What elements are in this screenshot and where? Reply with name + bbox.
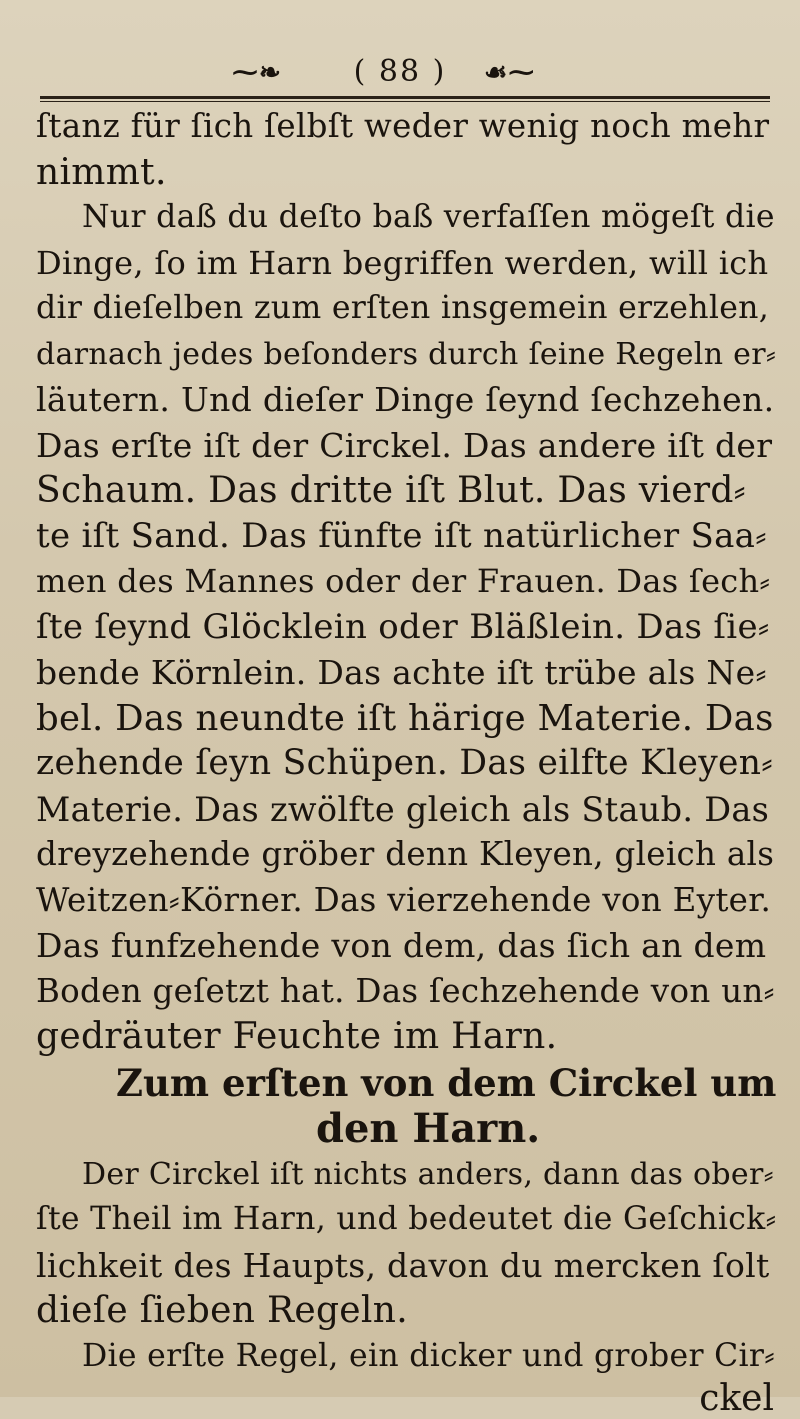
text-line: Schaum. Das dritte iſt Blut. Das vierd⸗ — [36, 470, 746, 511]
text-block — [36, 104, 776, 1419]
text-line: zehende ſeyn Schüpen. Das eilfte Kleyen⸗ — [36, 743, 774, 783]
text-line: gedräuter Feuchte im Harn. — [36, 1016, 558, 1057]
text-line: bel. Das neundte iſt härige Materie. Das — [36, 697, 774, 739]
text-line: dieſe ſieben Regeln. — [36, 1290, 408, 1331]
text-line: ſte Theil im Harn, und bedeutet die Geſchick⸗ — [36, 1201, 777, 1237]
header-rule-thin — [40, 101, 770, 102]
text-line: läutern. Und dieſer Dinge ſeynd ſechzehen. — [36, 380, 775, 419]
text-line: Das erſte iſt der Circkel. Das andere iſt der — [36, 425, 773, 465]
catchword: ckel — [699, 1378, 774, 1419]
text-line: nimmt. — [36, 151, 167, 193]
text-line: lichkeit des Haupts, davon du mercken ſolt — [36, 1245, 770, 1285]
text-line: Dinge, ſo im Harn begriffen werden, will ich — [36, 243, 769, 282]
text-line: Die erſte Regel, ein dicker und grober Cir⸗ — [82, 1337, 776, 1374]
text-line: dir dieſelben zum erſten insgemein erzehlen, — [36, 290, 770, 326]
text-line: darnach jedes beſonders durch ſeine Regeln er⸗ — [36, 336, 777, 372]
text-line: Nur daß du deſto baß verfaſſen mögeſt die — [82, 199, 775, 235]
section-heading: Zum erſten von dem Circkel um — [116, 1060, 777, 1105]
section-heading-continued: den Harn. — [316, 1104, 541, 1152]
text-line: Das funfzehende von dem, das ſich an dem — [36, 926, 767, 965]
text-line: Boden geſetzt hat. Das ſechzehende von un⸗ — [36, 971, 775, 1010]
header-rule — [40, 96, 770, 99]
text-line: men des Mannes oder der Frauen. Das ſech⸗ — [36, 562, 771, 600]
text-line: Der Circkel iſt nichts anders, dann das ober⸗ — [82, 1156, 774, 1192]
page-number: ( 88 ) — [353, 54, 447, 89]
text-line: ſtanz für ſich ſelbſt weder wenig noch mehr — [36, 107, 770, 145]
header-ornament-right: ☙⁓ — [484, 58, 536, 88]
text-line: bende Körnlein. Das achte iſt trübe als Ne⸗ — [36, 653, 767, 692]
text-line: Materie. Das zwölfte gleich als Staub. Das — [36, 789, 770, 829]
page-header — [0, 52, 800, 92]
text-line: Weitzen⸗Körner. Das vierzehende von Eyter. — [36, 880, 772, 919]
text-line: te iſt Sand. Das fünfte iſt natürlicher Saa⸗ — [36, 515, 767, 556]
text-line: ſte ſeynd Glöcklein oder Bläßlein. Das ſie⸗ — [36, 606, 770, 647]
text-line: dreyzehende gröber denn Kleyen, gleich als — [36, 835, 775, 873]
header-ornament-left: ⁓❧ — [232, 58, 282, 88]
